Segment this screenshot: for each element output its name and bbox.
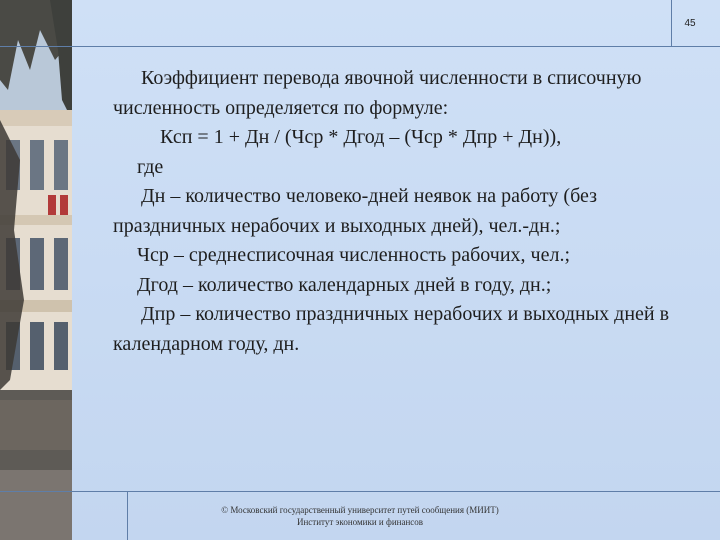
building-photo-strip [0,0,72,540]
bottom-rule-line [0,491,720,492]
footer-copyright: © Московский государственный университет путей сообщения (МИИТ) [221,505,499,515]
definition-dn: Дн – количество человеко-дней неявок на работу (без праздничных нерабочих и выходных дней), чел.-дн.; [113,185,598,237]
page-number-divider [671,0,672,46]
footer-divider [127,491,128,540]
building-photo [0,0,72,540]
footer [200,504,520,528]
top-rule-line [0,46,720,47]
definition-dgod: Дгод – количество календарных дней в году, дн.; [137,273,552,296]
footer-institute: Институт экономики и финансов [296,517,424,527]
page-number: 45 [684,18,696,29]
where-label: где [137,155,164,178]
definition-chsr: Чср – среднесписочная численность рабочих, чел.; [137,244,571,266]
slide-body [113,64,698,359]
intro-paragraph: Коэффициент перевода явочной численности в списочную численность определяется по формуле: [113,67,642,119]
formula: Ксп = 1 + Дн / (Чср * Дгод – (Чср * Дпр + Дн)), [160,126,562,148]
definition-dpr: Дпр – количество праздничных нерабочих и выходных дней в календарном году, дн. [113,303,670,355]
